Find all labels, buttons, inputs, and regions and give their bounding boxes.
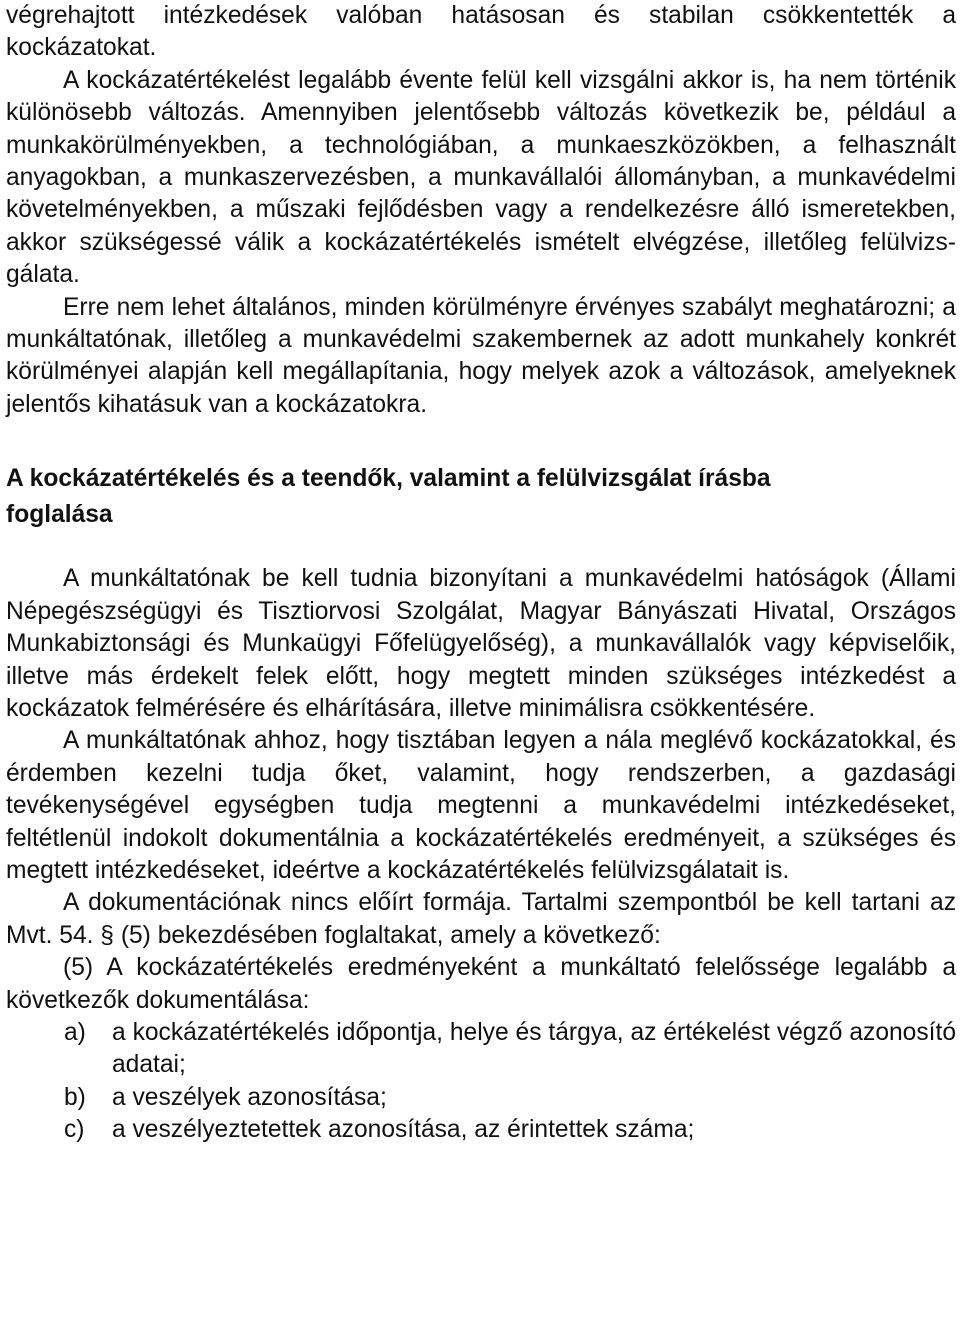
list-marker: b) — [64, 1083, 86, 1111]
list-marker: a) — [64, 1018, 86, 1046]
paragraph-documentation-reason: A munkáltatónak ahhoz, hogy tisztában legyen a nála meglévő kockázatokkal, és érdemben kezelni tudja őket, valamint, hogy rendszerben, a gazdasági tevékenységével egységben tudja megtenni a munkavédelmi intézkedéseket, feltétlenül indokolt dokumentálnia a kockázatértékelés eredményeit, a szükséges és megtett intézkedéseket, ideértve a kockázatértékelés felülvizsgálatait is. — [6, 727, 956, 884]
paragraph-employer-proof: A munkáltatónak be kell tudnia bizonyítani a munkavédelmi hatóságok (Állami Népegészségügyi és Tisztiorvosi Szolgálat, Magyar Bányászati Hivatal, Országos Munkabiztonsági és Munkaügyi Főfelügyelőség), a munkavállalók vagy képviselőik, illetve más érdekelt felek előtt, hogy megtett minden szükséges intézkedést a kockázatok felmérésére és elhárítására, illetve minimálisra csökkentésére. — [6, 565, 956, 722]
list-item-text: a kockázatértékelés időpontja, helye és tárgya, az értékelést végző azonosító adatai; — [112, 1018, 956, 1079]
paragraph-documentation-form: A dokumentációnak nincs előírt formája. Tartalmi szempontból be kell tartani az Mvt. 54. § (5) bekezdésében foglaltakat, amely a következő: — [6, 889, 956, 949]
documentation-requirements-list — [6, 1017, 956, 1147]
list-item-text: a veszélyeztetettek azonosítása, az érintettek száma; — [112, 1116, 695, 1144]
paragraph-continuation: végrehajtott intézkedések valóban hatásosan és stabilan csökkentették a kockázatokat. — [6, 2, 956, 62]
list-item — [6, 1082, 956, 1114]
list-item-text: a veszélyek azonosítása; — [112, 1083, 387, 1111]
section-heading: A kockázatértékelés és a teendők, valamint a felülvizsgálat írásba foglalása — [6, 465, 771, 529]
paragraph-legal-quote: (5) A kockázatértékelés eredményeként a munkáltató felelőssége legalább a következők dokumentálása: — [6, 954, 956, 1014]
list-item — [6, 1114, 956, 1146]
paragraph-review-frequency: A kockázatértékelést legalább évente felül kell vizsgálni akkor is, ha nem történik különösebb változás. Amennyiben jelentősebb változás következik be, például a munkakörülményekben, a technológiában, a munkaeszközökben, a felhasznált anyagokban, a munkaszervezésben, a munkavállalói állományban, a munkavédelmi követelményekben, a műszaki fejlődésben vagy a rendelkezésre álló ismeretekben, akkor szükségessé válik a kockázatértékelés ismételt elvégzése, illetőleg felülvizsgálata. — [6, 66, 956, 289]
list-item — [6, 1017, 956, 1082]
list-marker: c) — [64, 1116, 85, 1144]
paragraph-no-general-rule: Erre nem lehet általános, minden körülményre érvényes szabályt meghatározni; a munkáltatónak, illetőleg a munkavédelmi szakembernek az adott munkahely konkrét körülményei alapján kell megállapítania, hogy melyek azok a változások, amelyeknek jelentős kihatásuk van a kockázatokra. — [6, 293, 956, 418]
